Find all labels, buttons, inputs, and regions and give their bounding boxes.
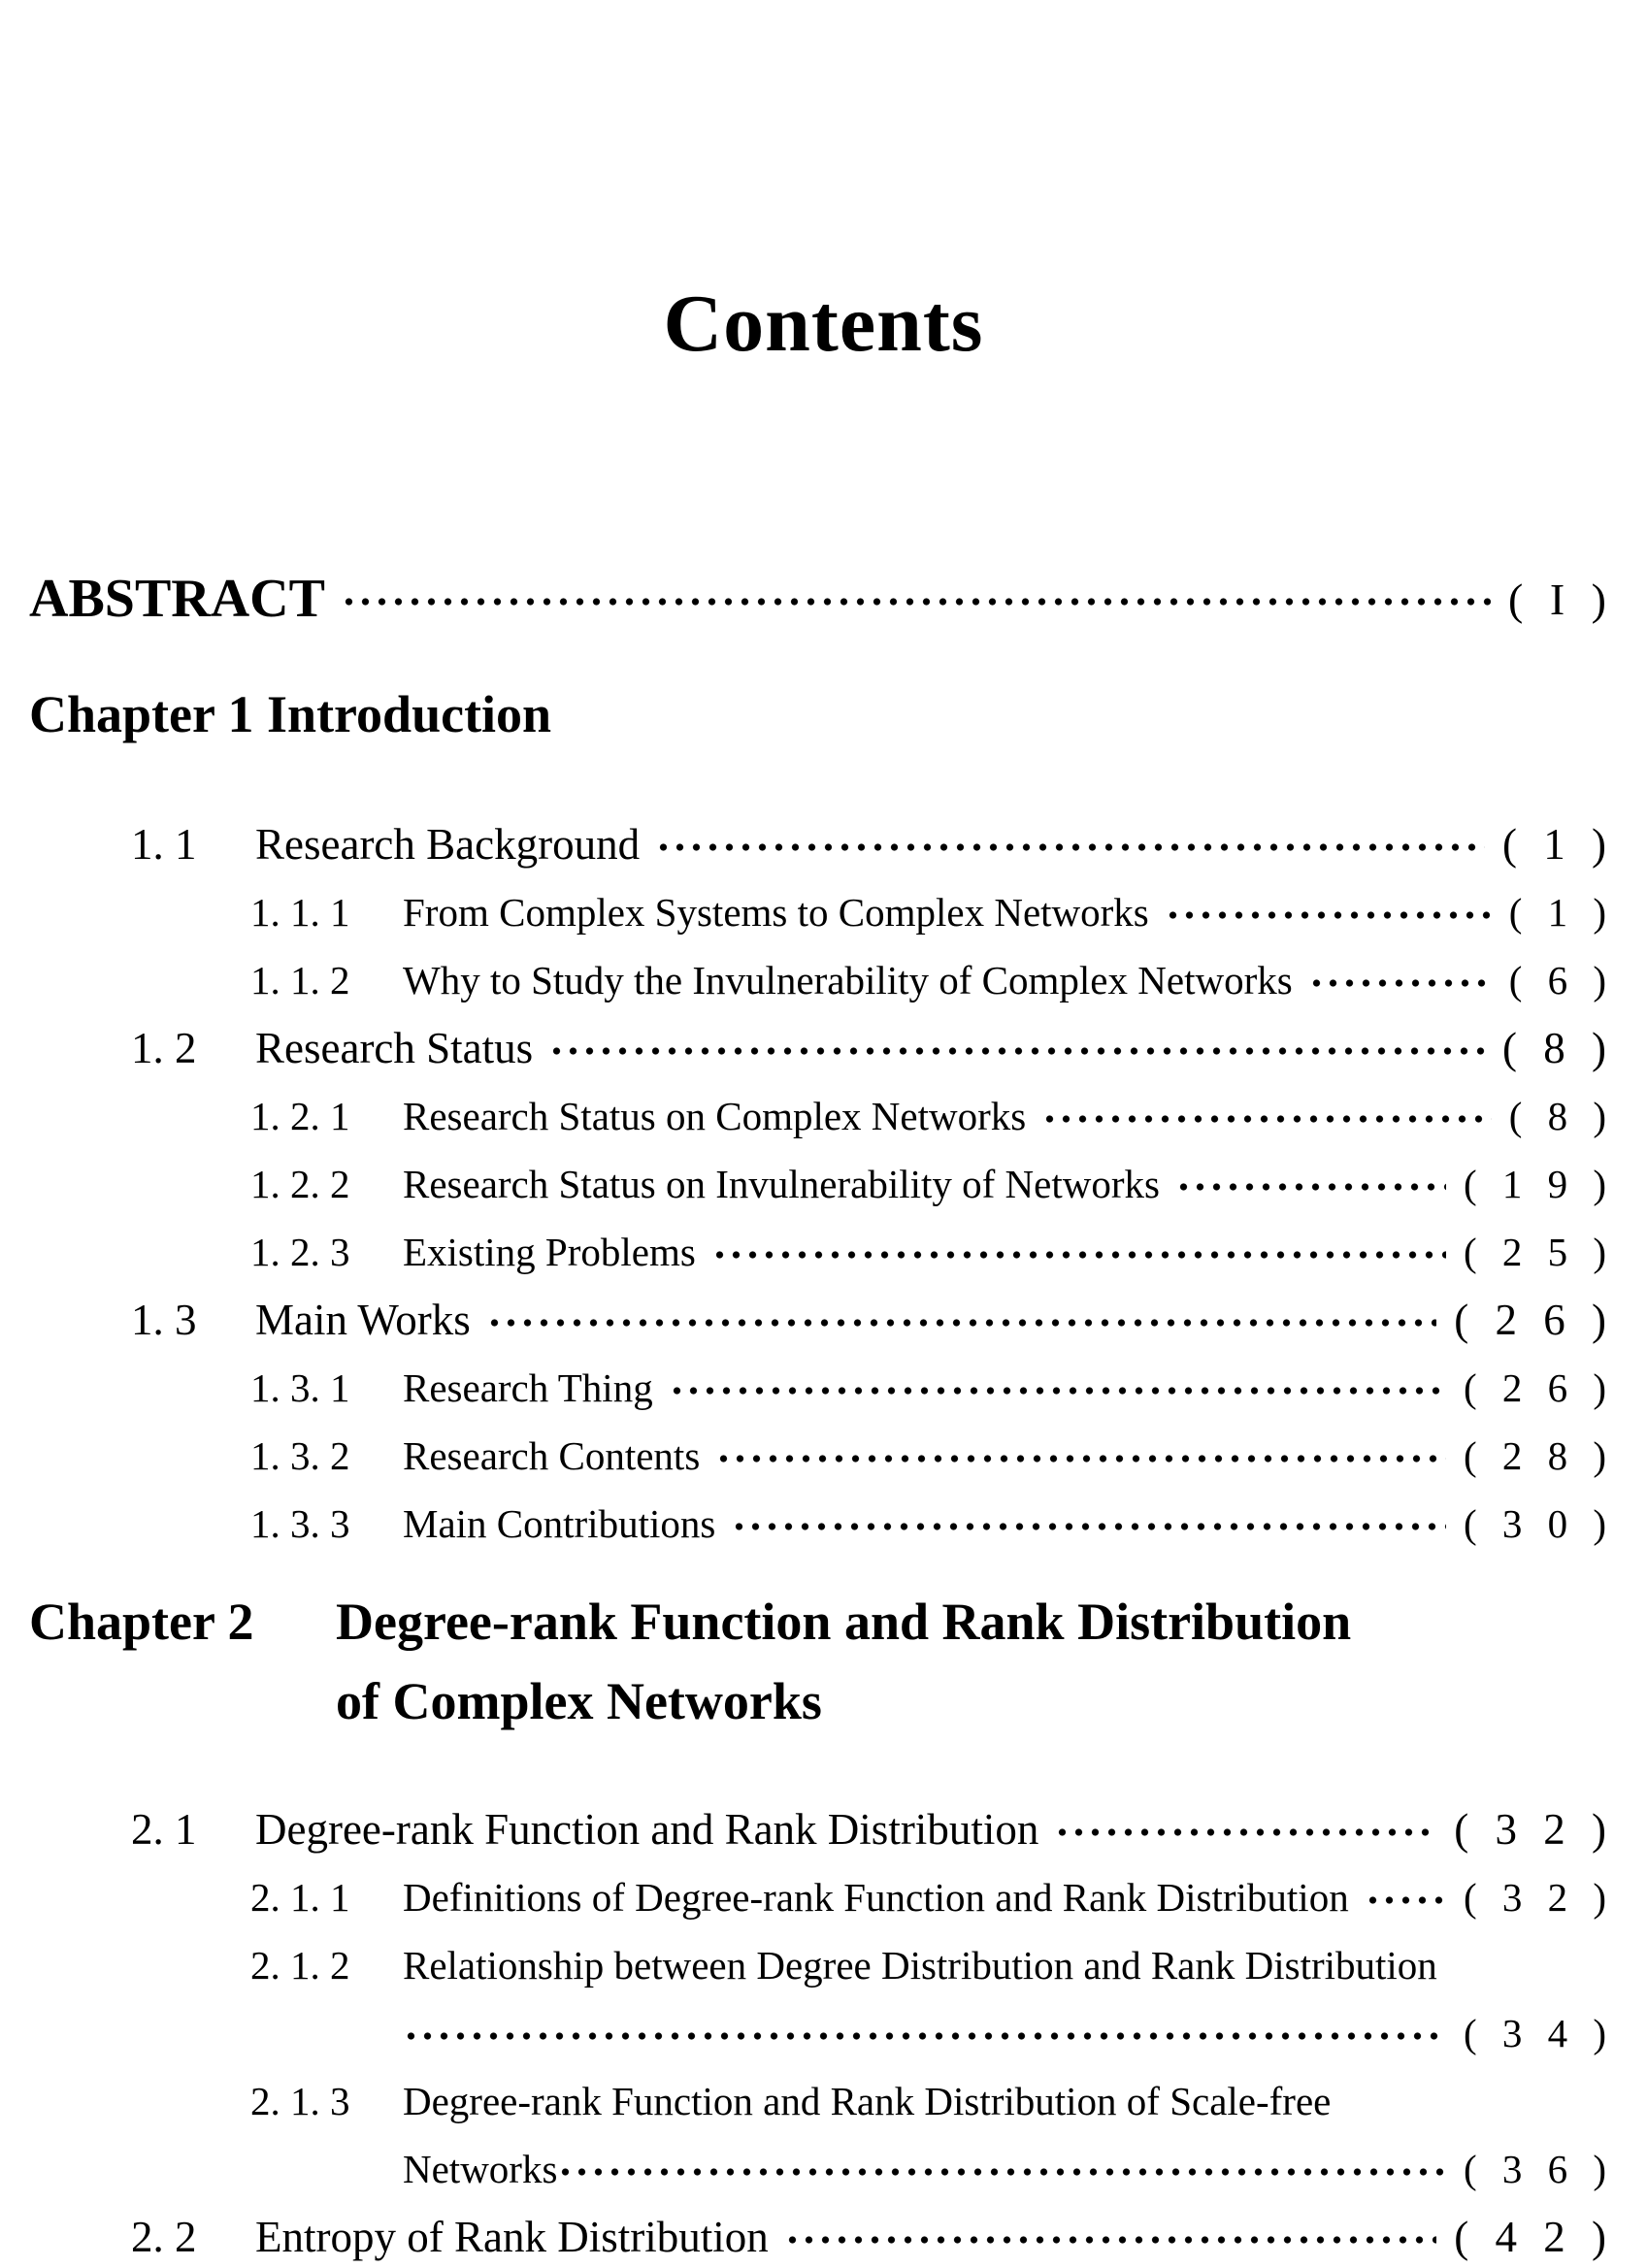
chapter-2-heading-line-2 xyxy=(0,1661,1647,1741)
entry-title: Research Status on Invulnerability of Networks xyxy=(403,1162,1160,1206)
entry-title: Main Works xyxy=(255,1296,471,1344)
entry-title: Relationship between Degree Distribution and Rank Distribution xyxy=(403,1943,1437,1988)
dot-leader xyxy=(341,596,1491,608)
chapter-1-heading xyxy=(0,684,1647,756)
dot-leader xyxy=(557,2166,1446,2178)
page-number: ( I ) xyxy=(1508,574,1606,624)
dot-leader xyxy=(1165,909,1492,921)
entry-number: 1. 3 xyxy=(131,1296,197,1344)
chapter-2-heading xyxy=(0,1582,1647,1741)
page-number: ( 3 2 ) xyxy=(1454,1805,1606,1854)
dot-leader xyxy=(655,841,1485,853)
toc-entry-1-3-2 xyxy=(0,1422,1647,1490)
page-number: ( 1 9 ) xyxy=(1463,1162,1606,1206)
entry-number: 2. 1. 3 xyxy=(250,2079,350,2123)
chapter-title: Introduction xyxy=(267,685,552,743)
entry-number: 2. 1. 2 xyxy=(250,1943,350,1988)
toc-entry-1-3-3 xyxy=(0,1490,1647,1558)
dot-leader xyxy=(403,2030,1446,2042)
toc-entry-2-1 xyxy=(0,1795,1647,1863)
entry-title: From Complex Systems to Complex Networks xyxy=(403,890,1149,935)
dot-leader xyxy=(1054,1826,1436,1838)
page-number: ( 6 ) xyxy=(1508,958,1606,1003)
toc-entry-2-1-2-line-1 xyxy=(0,1931,1647,1999)
toc-entry-1-1 xyxy=(0,810,1647,878)
page-number: ( 2 6 ) xyxy=(1454,1296,1606,1344)
dot-leader xyxy=(669,1385,1446,1397)
entry-number: 1. 3. 3 xyxy=(250,1501,350,1546)
entry-title: Research Thing xyxy=(403,1365,653,1410)
toc-entry-1-3 xyxy=(0,1286,1647,1354)
page-number: ( 2 5 ) xyxy=(1463,1230,1606,1274)
chapter-2-entries xyxy=(0,1795,1647,2268)
entry-number: 1. 1. 1 xyxy=(250,890,350,935)
toc-entry-1-1-2 xyxy=(0,946,1647,1014)
toc-entry-2-2 xyxy=(0,2203,1647,2268)
toc-entry-2-1-2-line-2 xyxy=(0,1999,1647,2067)
page-number: ( 8 ) xyxy=(1508,1094,1606,1138)
entry-title: Research Status on Complex Networks xyxy=(403,1094,1027,1138)
entry-title: Definitions of Degree-rank Function and Rank Distribution xyxy=(403,1875,1349,1920)
entry-title: Research Contents xyxy=(403,1433,701,1478)
entry-title: Research Status xyxy=(255,1024,534,1072)
page-number: ( 2 8 ) xyxy=(1463,1433,1606,1478)
chapter-title-line-2: of Complex Networks xyxy=(336,1672,822,1730)
dot-leader xyxy=(1041,1113,1491,1125)
entry-number: 1. 1. 2 xyxy=(250,958,350,1003)
entry-number: 1. 1 xyxy=(131,820,197,869)
toc-entry-1-1-1 xyxy=(0,878,1647,946)
entry-number: 1. 2. 1 xyxy=(250,1094,350,1138)
entry-number: 2. 1 xyxy=(131,1805,197,1854)
dot-leader xyxy=(784,2234,1437,2246)
dot-leader xyxy=(731,1521,1446,1532)
page-title: Contents xyxy=(663,279,984,369)
abstract-label: ABSTRACT xyxy=(29,569,325,629)
dot-leader xyxy=(711,1249,1446,1261)
entry-title: Existing Problems xyxy=(403,1230,696,1274)
dot-leader xyxy=(1308,977,1492,989)
entry-number: 2. 2 xyxy=(131,2213,197,2261)
page-number: ( 3 0 ) xyxy=(1463,1501,1606,1546)
page-number: ( 4 2 ) xyxy=(1454,2213,1606,2261)
chapter-label: Chapter 1 xyxy=(29,685,254,743)
entry-number: 1. 3. 2 xyxy=(250,1433,350,1478)
dot-leader xyxy=(1365,1894,1446,1906)
entry-title: Entropy of Rank Distribution xyxy=(255,2213,769,2261)
page-number: ( 2 6 ) xyxy=(1463,1365,1606,1410)
toc-entry-1-2-3 xyxy=(0,1218,1647,1286)
toc-entry-1-2-2 xyxy=(0,1150,1647,1218)
toc-entry-1-2 xyxy=(0,1014,1647,1082)
entry-title: Degree-rank Function and Rank Distribution xyxy=(255,1805,1039,1854)
entry-title-continuation: Networks xyxy=(403,2147,558,2191)
entry-number: 2. 1. 1 xyxy=(250,1875,350,1920)
page-number: ( 1 ) xyxy=(1508,890,1606,935)
dot-leader xyxy=(548,1045,1485,1057)
toc-entry-1-2-1 xyxy=(0,1082,1647,1150)
toc-entry-2-1-3-line-2 xyxy=(0,2135,1647,2203)
page-number: ( 3 6 ) xyxy=(1463,2147,1606,2191)
entry-title: Research Background xyxy=(255,820,641,869)
toc-entry-2-1-3-line-1 xyxy=(0,2067,1647,2135)
dot-leader xyxy=(715,1453,1446,1464)
chapter-2-heading-line-1 xyxy=(0,1582,1647,1661)
entry-number: 1. 2. 2 xyxy=(250,1162,350,1206)
page-number: ( 1 ) xyxy=(1502,820,1606,869)
entry-title: Why to Study the Invulnerability of Complex Networks xyxy=(403,958,1293,1003)
toc-entry-abstract xyxy=(0,568,1647,630)
chapter-1-entries xyxy=(0,810,1647,1558)
page-number: ( 3 2 ) xyxy=(1463,1875,1606,1920)
chapter-title-line-1: Degree-rank Function and Rank Distribution xyxy=(336,1593,1352,1651)
toc-entry-2-1-1 xyxy=(0,1863,1647,1931)
chapter-label: Chapter 2 xyxy=(29,1593,254,1651)
page-number: ( 3 4 ) xyxy=(1463,2011,1606,2055)
entry-title: Main Contributions xyxy=(403,1501,716,1546)
entry-number: 1. 2 xyxy=(131,1024,197,1072)
toc-entry-1-3-1 xyxy=(0,1354,1647,1422)
entry-title: Degree-rank Function and Rank Distribution of Scale-free xyxy=(403,2079,1332,2123)
dot-leader xyxy=(1175,1181,1446,1193)
entry-number: 1. 2. 3 xyxy=(250,1230,350,1274)
dot-leader xyxy=(486,1317,1436,1329)
entry-number: 1. 3. 1 xyxy=(250,1365,350,1410)
page-number: ( 8 ) xyxy=(1502,1024,1606,1072)
